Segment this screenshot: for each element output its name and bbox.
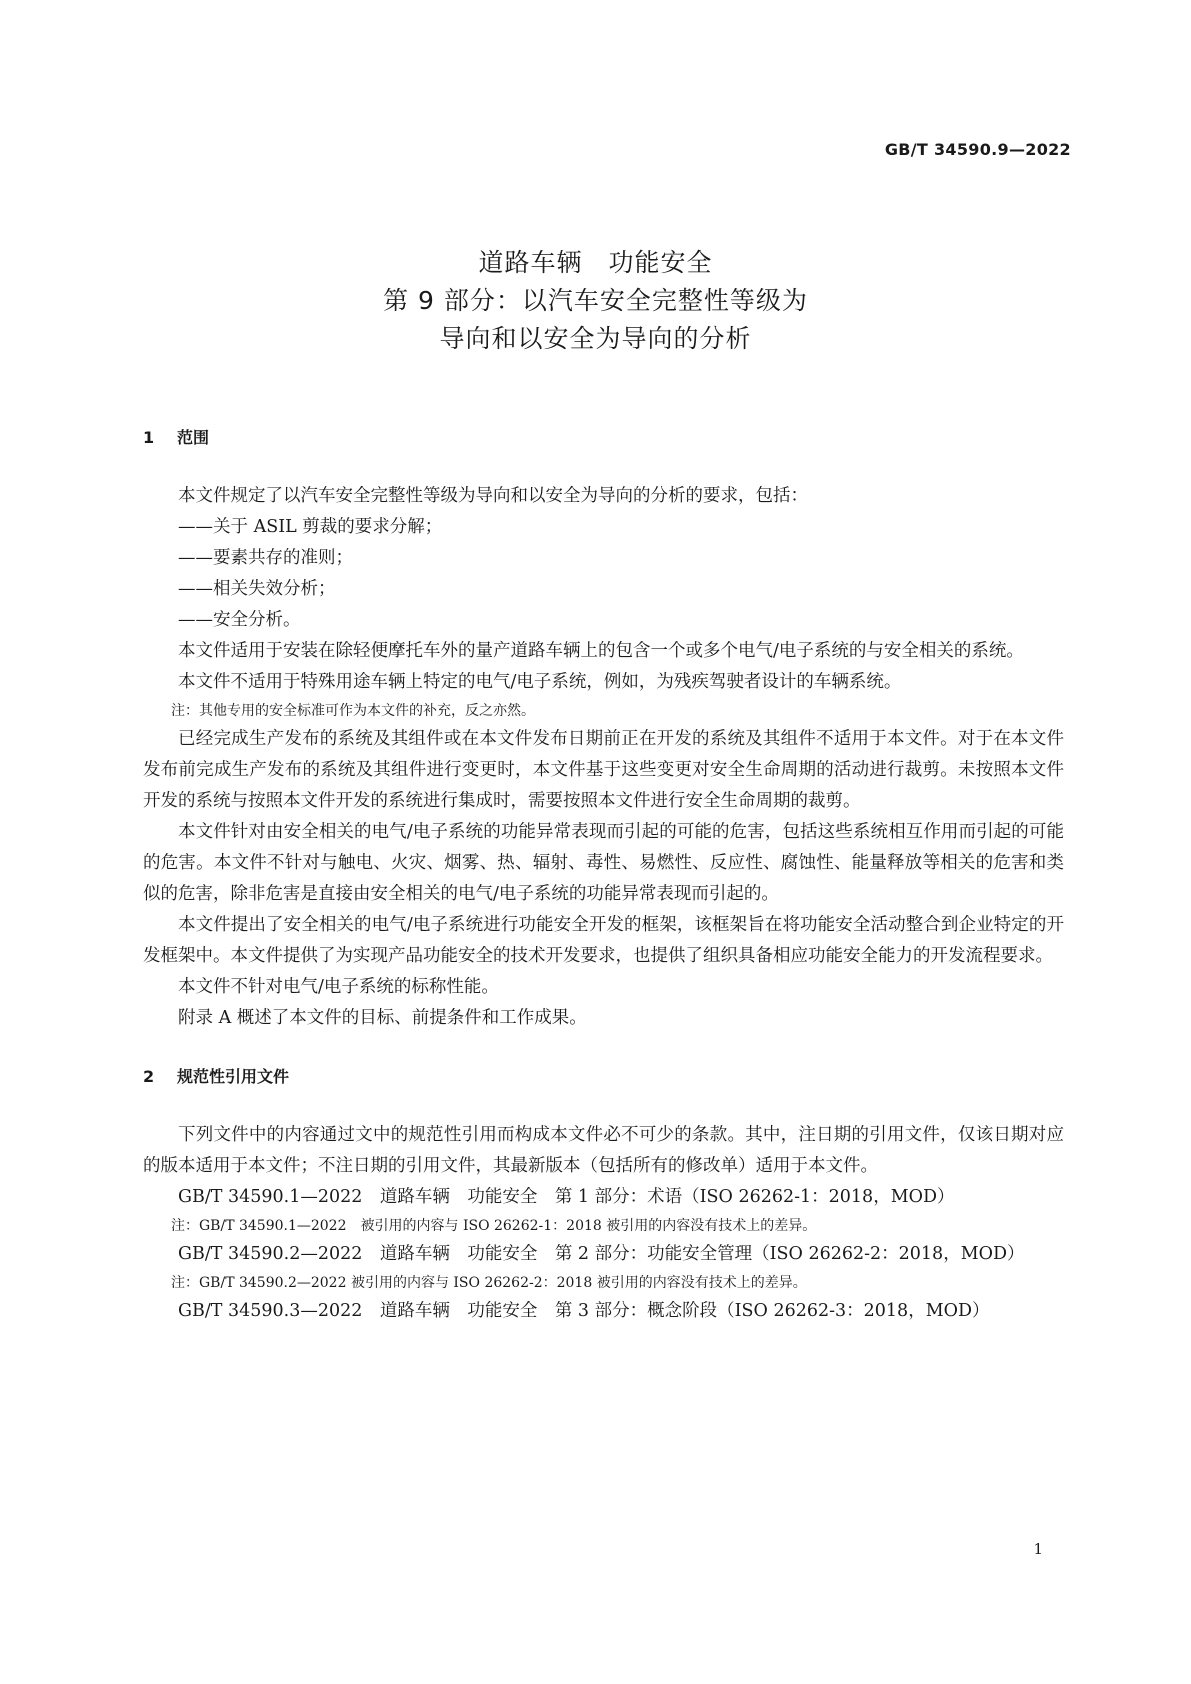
page-number: 1	[1033, 1540, 1043, 1558]
section-2-heading	[143, 1064, 1064, 1090]
note	[143, 1270, 1064, 1296]
standard-number: GB/T 34590.9—2022	[884, 140, 1071, 159]
note-text: GB/T 34590.1—2022 被引用的内容与 ISO 26262-1：2018 被引用的内容没有技术上的差异。	[199, 1218, 817, 1234]
paragraph: 本文件不适用于特殊用途车辆上特定的电气/电子系统，例如，为残疾驾驶者设计的车辆系统。	[178, 672, 902, 692]
title-line-2: 第 9 部分：以汽车安全完整性等级为	[383, 286, 808, 315]
document-title	[0, 244, 1191, 358]
paragraph: 本文件针对由安全相关的电气/电子系统的功能异常表现而引起的可能的危害，包括这些系统相互作用而引起的可能的危害。本文件不针对与触电、火灾、烟雾、热、辐射、毒性、易燃性、反应性、腐蚀性、能量释放等相关的危害和类似的危害，除非危害是直接由安全相关的电气/电子系统的功能异常表现而引起的。	[143, 822, 1064, 904]
list-item: ——关于 ASIL 剪裁的要求分解；	[178, 517, 443, 537]
note-label: 注：	[171, 1275, 199, 1291]
section-number: 2	[143, 1067, 155, 1086]
title-line-3: 导向和以安全为导向的分析	[439, 324, 752, 353]
note-label: 注：	[171, 703, 199, 719]
note-label: 注：	[171, 1218, 199, 1234]
section-title: 规范性引用文件	[177, 1067, 290, 1086]
paragraph: 本文件不针对电气/电子系统的标称性能。	[178, 977, 499, 997]
title-line-1: 道路车辆 功能安全	[478, 248, 713, 277]
paragraph: 已经完成生产发布的系统及其组件或在本文件发布日期前正在开发的系统及其组件不适用于本文件。对于在本文件发布前完成生产发布的系统及其组件进行变更时，本文件基于这些变更对安全生命周期的活动进行裁剪。未按照本文件开发的系统与按照本文件开发的系统进行集成时，需要按照本文件进行安全生命周期的裁剪。	[143, 729, 1064, 811]
paragraph: 本文件适用于安装在除轻便摩托车外的量产道路车辆上的包含一个或多个电气/电子系统的与安全相关的系统。	[178, 641, 1024, 661]
reference-entry: GB/T 34590.3—2022 道路车辆 功能安全 第 3 部分：概念阶段（ISO 26262-3：2018，MOD）	[178, 1301, 990, 1321]
note	[143, 1213, 1064, 1239]
section-title: 范围	[177, 428, 210, 447]
note-text: 其他专用的安全标准可作为本文件的补充，反之亦然。	[199, 703, 535, 719]
section-number: 1	[143, 428, 155, 447]
document-body	[143, 425, 1064, 1327]
list-item: ——要素共存的准则；	[178, 548, 353, 568]
scope-intro: 本文件规定了以汽车安全完整性等级为导向和以安全为导向的分析的要求，包括：	[178, 486, 808, 506]
section-1-heading	[143, 425, 1064, 451]
list-item: ——安全分析。	[178, 610, 301, 630]
paragraph: 下列文件中的内容通过文中的规范性引用而构成本文件必不可少的条款。其中，注日期的引用文件，仅该日期对应的版本适用于本文件；不注日期的引用文件，其最新版本（包括所有的修改单）适用于本文件。	[143, 1125, 1064, 1176]
note	[143, 698, 1064, 724]
paragraph: 附录 A 概述了本文件的目标、前提条件和工作成果。	[178, 1008, 587, 1028]
paragraph: 本文件提出了安全相关的电气/电子系统进行功能安全开发的框架，该框架旨在将功能安全活动整合到企业特定的开发框架中。本文件提供了为实现产品功能安全的技术开发要求，也提供了组织具备相应功能安全能力的开发流程要求。	[143, 915, 1064, 966]
note-text: GB/T 34590.2—2022 被引用的内容与 ISO 26262-2：2018 被引用的内容没有技术上的差异。	[199, 1275, 807, 1291]
reference-entry: GB/T 34590.1—2022 道路车辆 功能安全 第 1 部分：术语（ISO 26262-1：2018，MOD）	[178, 1187, 955, 1207]
reference-entry: GB/T 34590.2—2022 道路车辆 功能安全 第 2 部分：功能安全管理（ISO 26262-2：2018，MOD）	[178, 1244, 1025, 1264]
list-item: ——相关失效分析；	[178, 579, 336, 599]
